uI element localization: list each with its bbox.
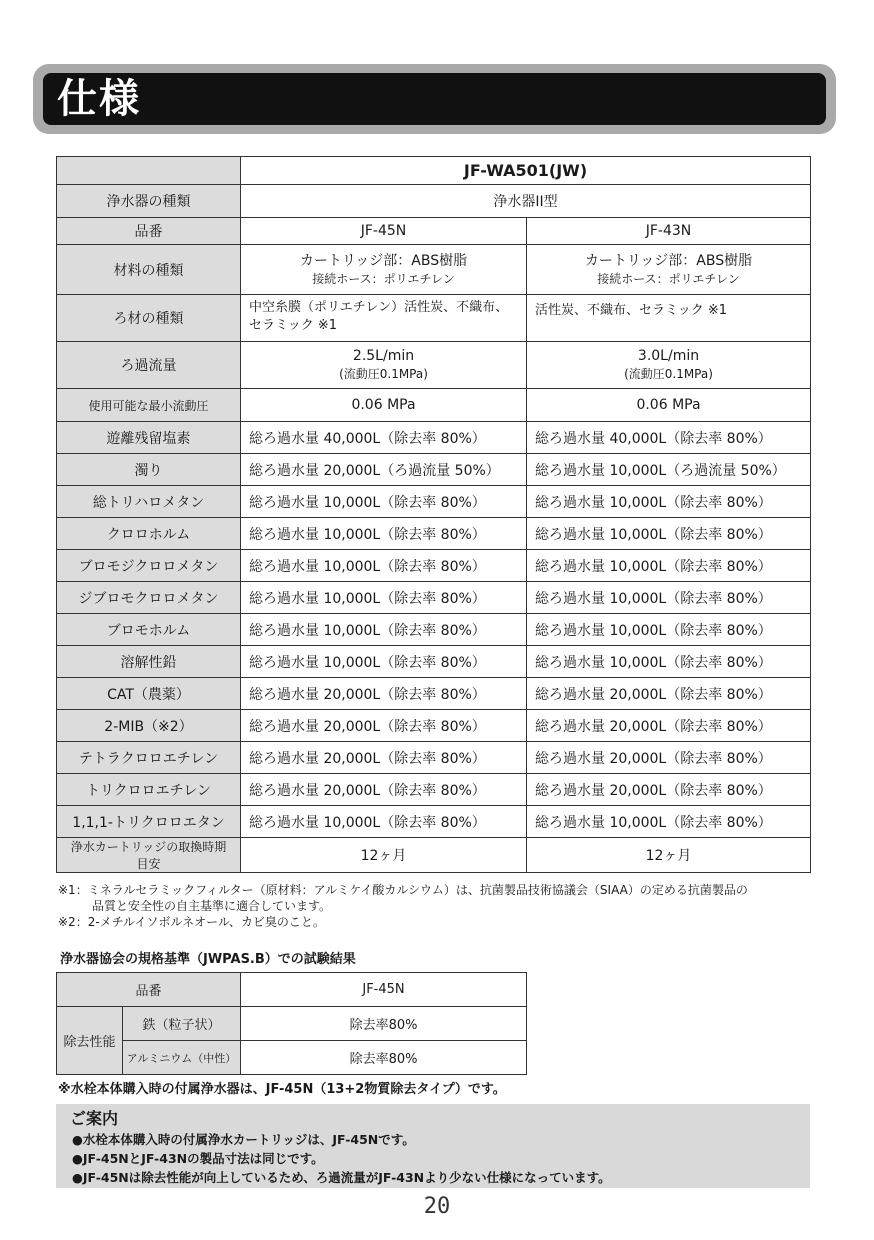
capacity-b: 総ろ過水量 10,000L（除去率 80%） (527, 806, 811, 838)
purifier-type-value: 浄水器II型 (241, 185, 811, 218)
min-pressure-b: 0.06 MPa (527, 389, 811, 422)
row-label: ろ過流量 (57, 342, 241, 389)
guide-box (56, 1104, 810, 1188)
table-row (57, 454, 811, 486)
guide-item: ●JF-45Nは除去性能が向上しているため、ろ過流量がJF-43Nより少ない仕様になっています。 (72, 1170, 611, 1185)
capacity-a: 総ろ過水量 20,000L（除去率 80%） (241, 774, 527, 806)
capacity-b: 総ろ過水量 10,000L（除去率 80%） (527, 550, 811, 582)
table-row (57, 614, 811, 646)
table-row (57, 389, 811, 422)
footnote-1-cont: 品質と安全性の自主基準に適合しています。 (92, 899, 332, 913)
table-row (57, 342, 811, 389)
capacity-a: 総ろ過水量 10,000L（除去率 80%） (241, 806, 527, 838)
capacity-a: 総ろ過水量 20,000L（ろ過流量 50%） (241, 454, 527, 486)
jw-part-label: 品番 (57, 973, 241, 1007)
table-row (57, 742, 811, 774)
capacity-a: 総ろ過水量 20,000L（除去率 80%） (241, 742, 527, 774)
row-label: CAT（農薬） (57, 678, 241, 710)
guide-list (72, 1130, 611, 1187)
table-row (57, 678, 811, 710)
capacity-b: 総ろ過水量 10,000L（ろ過流量 50%） (527, 454, 811, 486)
material-b-line2: 接続ホース：ポリエチレン (597, 271, 740, 286)
capacity-a: 総ろ過水量 10,000L（除去率 80%） (241, 646, 527, 678)
table-row (57, 582, 811, 614)
table-row (57, 838, 811, 873)
capacity-b: 総ろ過水量 20,000L（除去率 80%） (527, 742, 811, 774)
jw-iron-label: 鉄（粒子状） (123, 1007, 241, 1041)
footnote-2: ※2：2-メチルイソボルネオール、カビ臭のこと。 (58, 915, 325, 929)
row-label: ジブロモクロロメタン (57, 582, 241, 614)
table-row (57, 518, 811, 550)
capacity-b: 総ろ過水量 10,000L（除去率 80%） (527, 486, 811, 518)
material-a-line2: 接続ホース：ポリエチレン (312, 271, 455, 286)
spec-table (56, 156, 811, 873)
jwpas-note: ※水栓本体購入時の付属浄水器は、JF-45N（13+2物質除去タイプ）です。 (58, 1082, 506, 1097)
row-label: 材料の種類 (57, 245, 241, 295)
table-row (57, 646, 811, 678)
material-a (241, 245, 527, 295)
filter-media-b: 活性炭、不織布、セラミック ※1 (527, 295, 811, 342)
row-label: 遊離残留塩素 (57, 422, 241, 454)
row-label: 浄水器の種類 (57, 185, 241, 218)
table-row (57, 486, 811, 518)
part-number-b: JF-43N (527, 218, 811, 245)
filter-media-a: 中空糸膜（ポリエチレン）活性炭、不織布、セラミック ※1 (241, 295, 527, 342)
page-number: 20 (423, 1194, 451, 1219)
flow-rate-a-pressure: (流動圧0.1MPa) (339, 367, 428, 381)
flow-rate-b-value: 3.0L/min (637, 348, 700, 364)
jw-al-value: 除去率80% (241, 1041, 527, 1075)
row-label: 溶解性鉛 (57, 646, 241, 678)
capacity-b: 総ろ過水量 20,000L（除去率 80%） (527, 678, 811, 710)
capacity-a: 総ろ過水量 10,000L（除去率 80%） (241, 550, 527, 582)
part-number-a: JF-45N (241, 218, 527, 245)
jw-group-label: 除去性能 (57, 1007, 123, 1075)
row-label: 2-MIB（※2） (57, 710, 241, 742)
table-row (57, 218, 811, 245)
table-row (57, 806, 811, 838)
row-label: ブロモジクロロメタン (57, 550, 241, 582)
table-row (57, 422, 811, 454)
jw-part-value: JF-45N (241, 973, 527, 1007)
row-label: 1,1,1-トリクロロエタン (57, 806, 241, 838)
flow-rate-b-pressure: (流動圧0.1MPa) (624, 367, 713, 381)
row-label: 総トリハロメタン (57, 486, 241, 518)
header-blank-cell (57, 157, 241, 185)
row-label: トリクロロエチレン (57, 774, 241, 806)
table-row (57, 157, 811, 185)
title-banner (33, 64, 836, 134)
table-row (57, 185, 811, 218)
table-row (57, 550, 811, 582)
cartridge-interval-a: 12ヶ月 (241, 838, 527, 873)
jwpas-table (56, 972, 527, 1075)
capacity-b: 総ろ過水量 10,000L（除去率 80%） (527, 614, 811, 646)
min-pressure-a: 0.06 MPa (241, 389, 527, 422)
row-label: テトラクロロエチレン (57, 742, 241, 774)
capacity-b: 総ろ過水量 20,000L（除去率 80%） (527, 710, 811, 742)
capacity-b: 総ろ過水量 40,000L（除去率 80%） (527, 422, 811, 454)
footnote-1: ※1：ミネラルセラミックフィルター（原材料：アルミケイ酸カルシウム）は、抗菌製品技術協議会（SIAA）の定める抗菌製品の (58, 883, 748, 897)
row-label: 品番 (57, 218, 241, 245)
table-row (57, 774, 811, 806)
guide-item: ●JF-45NとJF-43Nの製品寸法は同じです。 (72, 1151, 324, 1166)
table-row (57, 973, 527, 1007)
row-label: ブロモホルム (57, 614, 241, 646)
capacity-a: 総ろ過水量 40,000L（除去率 80%） (241, 422, 527, 454)
flow-rate-a (241, 342, 527, 389)
capacity-b: 総ろ過水量 10,000L（除去率 80%） (527, 646, 811, 678)
table-row (57, 1007, 527, 1041)
removal-items (57, 422, 811, 838)
material-b (527, 245, 811, 295)
guide-item: ●水栓本体購入時の付属浄水カートリッジは、JF-45Nです。 (72, 1132, 415, 1147)
jw-iron-value: 除去率80% (241, 1007, 527, 1041)
row-label: クロロホルム (57, 518, 241, 550)
material-a-line1: カートリッジ部：ABS樹脂 (299, 252, 468, 269)
capacity-a: 総ろ過水量 10,000L（除去率 80%） (241, 582, 527, 614)
model-name: JF-WA501(JW) (241, 157, 811, 185)
flow-rate-a-value: 2.5L/min (352, 348, 415, 364)
jwpas-title: 浄水器協会の規格基準（JWPAS.B）での試験結果 (60, 952, 356, 967)
guide-heading: ご案内 (70, 1109, 119, 1128)
capacity-b: 総ろ過水量 10,000L（除去率 80%） (527, 582, 811, 614)
capacity-a: 総ろ過水量 10,000L（除去率 80%） (241, 486, 527, 518)
material-b-line1: カートリッジ部：ABS樹脂 (584, 252, 753, 269)
flow-rate-b (527, 342, 811, 389)
title-banner-inner (43, 73, 826, 125)
capacity-a: 総ろ過水量 20,000L（除去率 80%） (241, 678, 527, 710)
footnotes (58, 882, 818, 930)
capacity-a: 総ろ過水量 10,000L（除去率 80%） (241, 518, 527, 550)
capacity-b: 総ろ過水量 20,000L（除去率 80%） (527, 774, 811, 806)
row-label: 濁り (57, 454, 241, 486)
row-label: 浄水カートリッジの取換時期目安 (57, 838, 241, 873)
capacity-a: 総ろ過水量 10,000L（除去率 80%） (241, 614, 527, 646)
cartridge-interval-b: 12ヶ月 (527, 838, 811, 873)
row-label: ろ材の種類 (57, 295, 241, 342)
table-row (57, 710, 811, 742)
table-row (57, 245, 811, 295)
capacity-b: 総ろ過水量 10,000L（除去率 80%） (527, 518, 811, 550)
jw-al-label: アルミニウム（中性） (123, 1041, 241, 1075)
row-label: 使用可能な最小流動圧 (57, 389, 241, 422)
table-row (57, 295, 811, 342)
page-title: 仕様 (57, 76, 141, 122)
capacity-a: 総ろ過水量 20,000L（除去率 80%） (241, 710, 527, 742)
table-row (57, 1041, 527, 1075)
